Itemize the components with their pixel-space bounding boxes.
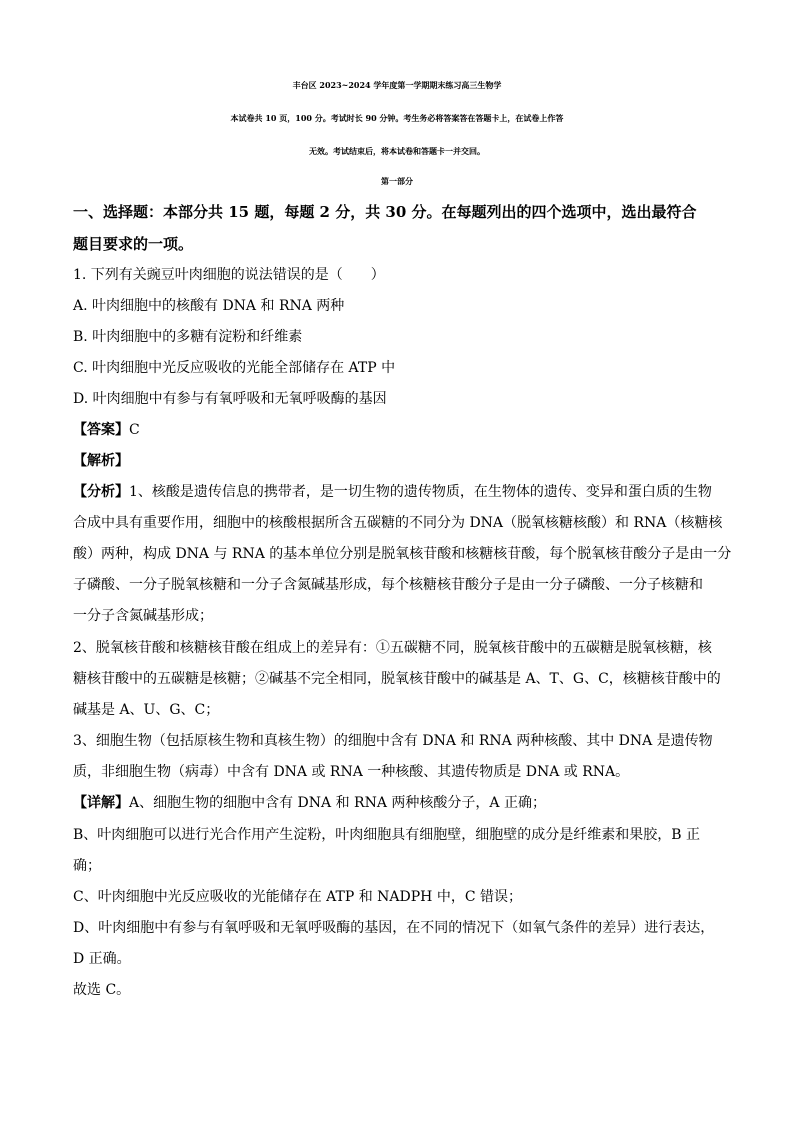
analysis-line-2: 合成中具有重要作用，细胞中的核酸根据所含五碳糖的不同分为 DNA（脱氧核糖核酸）和 RNA（核糖核	[73, 515, 723, 531]
answer-value: C	[129, 422, 140, 438]
detail-label: 【详解】	[73, 795, 129, 811]
part-heading: 第一部分	[381, 176, 413, 186]
analysis-line-9: 3、细胞生物（包括原核生物和真核生物）的细胞中含有 DNA 和 RNA 两种核酸、其中 DNA 是遗传物	[73, 733, 713, 749]
option-b: B. 叶肉细胞中的多糖有淀粉和纤维素	[73, 329, 303, 345]
instructions-line-1: 本试卷共 10 页，100 分。考试时长 90 分钟。考生务必将答案答在答题卡上，在试卷上作答	[230, 113, 564, 123]
analysis-line-3: 酸）两种，构成 DNA 与 RNA 的基本单位分别是脱氧核苷酸和核糖核苷酸，每个脱氧核苷酸分子是由一分	[73, 546, 732, 562]
analysis-label: 【分析】	[73, 484, 129, 500]
option-d: D. 叶肉细胞中有参与有氧呼吸和无氧呼吸酶的基因	[73, 391, 387, 407]
analysis-line-4: 子磷酸、一分子脱氧核糖和一分子含氮碱基形成，每个核糖核苷酸分子是由一分子磷酸、一分子核糖和	[73, 577, 703, 593]
analysis-line-6: 2、脱氧核苷酸和核糖核苷酸在组成上的差异有：①五碳糖不同，脱氧核苷酸中的五碳糖是脱氧核糖，核	[73, 640, 712, 656]
detail-line-3: 确；	[73, 858, 101, 874]
section-instruction-line-2: 题目要求的一项。	[73, 235, 194, 253]
detail-line-4: C、叶肉细胞中光反应吸收的光能储存在 ATP 和 NADPH 中，C 错误；	[73, 889, 522, 905]
detail-line-1	[73, 793, 546, 813]
detail-line-2: B、叶肉细胞可以进行光合作用产生淀粉，叶肉细胞具有细胞壁，细胞壁的成分是纤维素和果胶，B 正	[73, 827, 701, 843]
detail-conclusion: 故选 C。	[73, 982, 131, 998]
analysis-line-1	[73, 482, 712, 502]
exam-title: 丰台区 2023~2024 学年度第一学期期末练习高三生物学	[292, 80, 502, 90]
option-c: C. 叶肉细胞中光反应吸收的光能全部储存在 ATP 中	[73, 360, 396, 376]
answer-line	[73, 420, 140, 440]
instructions-line-2: 无效。考试结束后，将本试卷和答题卡一并交回。	[309, 146, 485, 156]
analysis-line-7: 糖核苷酸中的五碳糖是核糖；②碱基不完全相同，脱氧核苷酸中的碱基是 A、T、G、C，核糖核苷酸中的	[73, 671, 721, 687]
analysis-text: 1、核酸是遗传信息的携带者，是一切生物的遗传物质，在生物体的遗传、变异和蛋白质的生物	[129, 484, 712, 500]
analysis-line-10: 质，非细胞生物（病毒）中含有 DNA 或 RNA 一种核酸、其遗传物质是 DNA 或 RNA。	[73, 764, 630, 780]
detail-line-5: D、叶肉细胞中有参与有氧呼吸和无氧呼吸酶的基因，在不同的情况下（如氧气条件的差异）进行表达，	[73, 920, 715, 936]
analysis-heading: 【解析】	[73, 453, 129, 469]
section-instruction-line-1: 一、选择题：本部分共 15 题，每题 2 分，共 30 分。在每题列出的四个选项中，选出最符合	[73, 203, 697, 221]
detail-text: A、细胞生物的细胞中含有 DNA 和 RNA 两种核酸分子，A 正确；	[129, 795, 546, 811]
option-a: A. 叶肉细胞中的核酸有 DNA 和 RNA 两种	[73, 298, 345, 314]
question-stem: 1. 下列有关豌豆叶肉细胞的说法错误的是（ ）	[73, 267, 385, 283]
analysis-line-5: 一分子含氮碱基形成；	[73, 608, 213, 624]
detail-line-6: D 正确。	[73, 951, 131, 967]
analysis-line-8: 碱基是 A、U、G、C；	[73, 702, 220, 718]
answer-label: 【答案】	[73, 422, 129, 438]
